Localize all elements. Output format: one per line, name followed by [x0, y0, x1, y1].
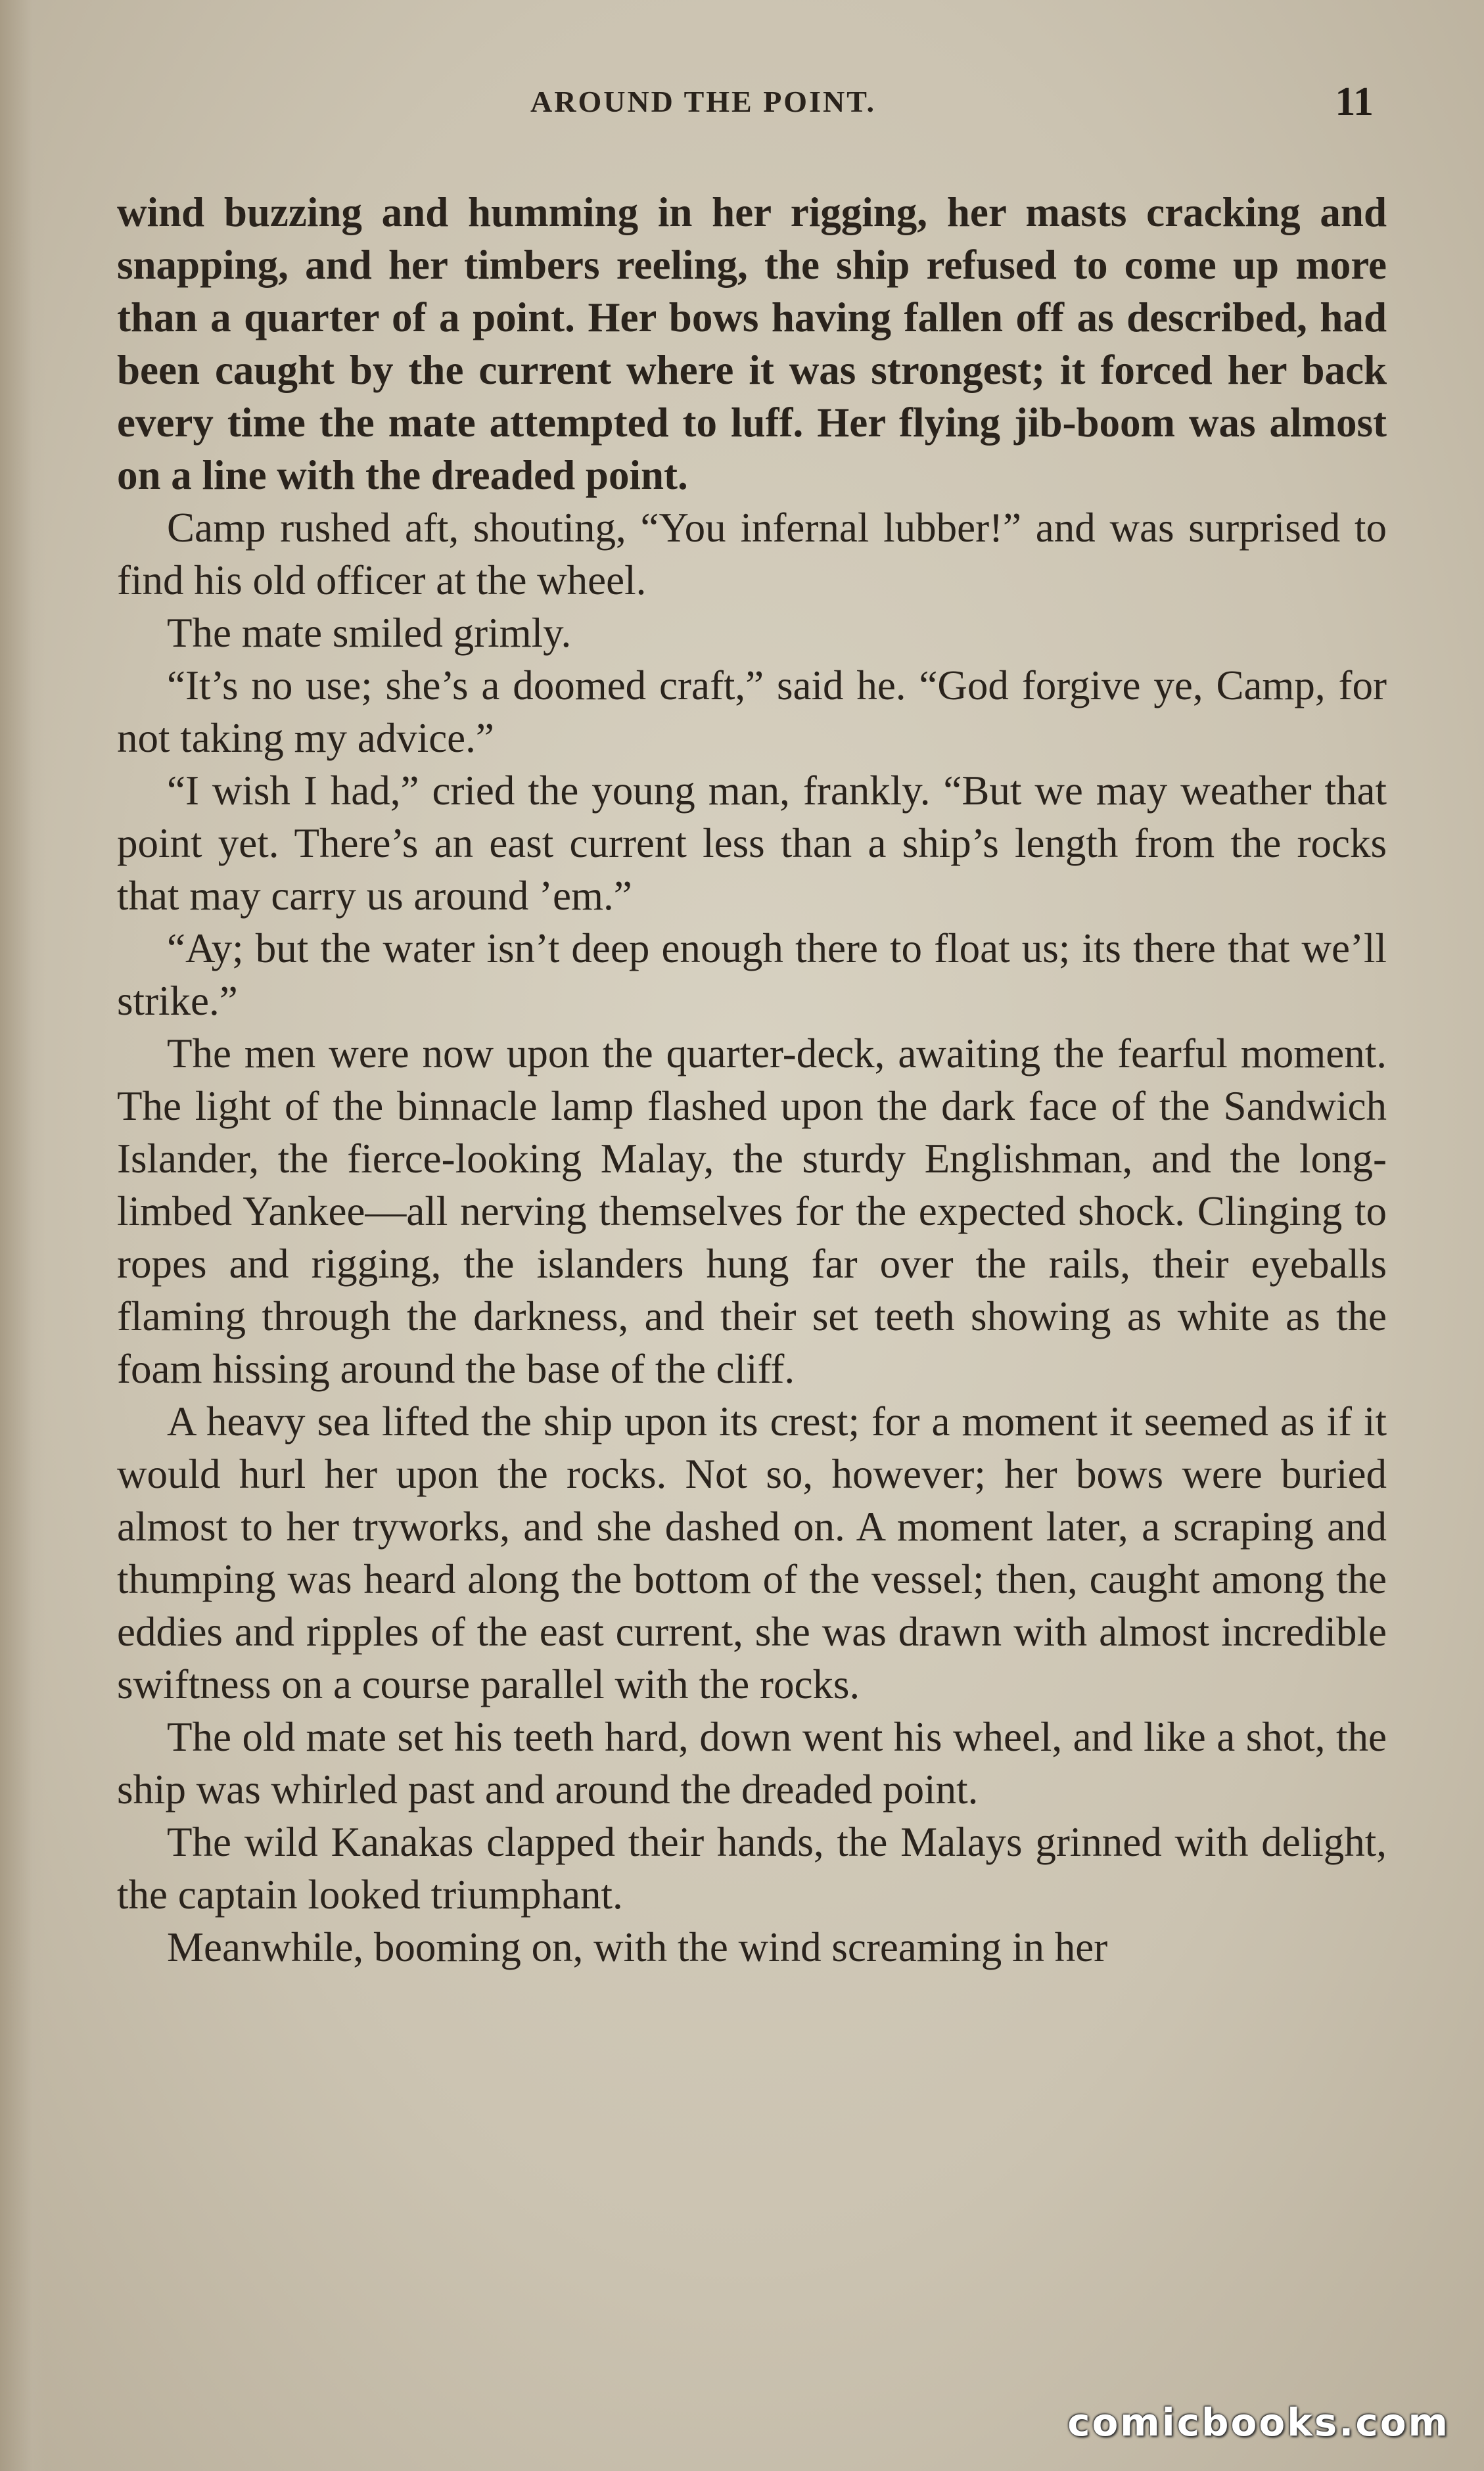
paragraph: Camp rushed aft, shouting, “You infernal lubber!” and was surprised to find his old officer at the wheel. — [117, 505, 1387, 603]
page-number: 11 — [1335, 80, 1374, 124]
paragraph: The old mate set his teeth hard, down went his wheel, and like a shot, the ship was whirled past and around the dreaded point. — [117, 1714, 1387, 1813]
running-head — [118, 80, 1387, 137]
paragraph: “It’s no use; she’s a doomed craft,” said he. “God forgive ye, Camp, for not taking my advice.” — [117, 662, 1387, 761]
running-title: AROUND THE POINT. — [530, 85, 876, 118]
paragraph: A heavy sea lifted the ship upon its crest; for a moment it seemed as if it would hurl her upon the rocks. Not so, however; her bows were buried almost to her tryworks, and she dashed on. A moment later, a scraping and thumping was heard along the bottom of the vessel; then, caught among the eddies and ripples of the east current, she was drawn with almost incredible swiftness on a course parallel with the rocks. — [117, 1398, 1387, 1707]
paragraph-last: Meanwhile, booming on, with the wind screaming in her — [167, 1924, 1108, 1970]
page-edge-shadow — [0, 0, 46, 2471]
paragraph: The mate smiled grimly. — [167, 610, 572, 656]
paragraph: The men were now upon the quarter-deck, awaiting the fearful moment. The light of the binnacle lamp flashed upon the dark face of the Sandwich Islander, the fierce-looking Malay, the sturdy Englishman, and the long-limbed Yankee—all nerving themselves for the expected shock. Clinging to ropes and rigging, the islanders hung far over the rails, their eyeballs flaming through the darkness, and their set teeth showing as white as the foam hissing around the base of the cliff. — [117, 1030, 1387, 1392]
body-text — [117, 186, 1387, 1974]
paragraph: The wild Kanakas clapped their hands, the Malays grinned with delight, the captain looked triumphant. — [117, 1819, 1387, 1918]
paragraph: “I wish I had,” cried the young man, frankly. “But we may weather that point yet. There’s an east current less than a ship’s length from the rocks that may carry us around ’em.” — [117, 768, 1387, 919]
watermark: comicbooks.com — [1067, 2400, 1450, 2445]
paragraph: “Ay; but the water isn’t deep enough there to float us; its there that we’ll strike.” — [117, 925, 1387, 1024]
paragraph-continuation: wind buzzing and humming in her rigging, her masts cracking and snapping, and her timbers reeling, the ship refused to come up more than a quarter of a point. Her bows having fallen off as described, had been caught by the current where it was strongest; it forced her back every time the mate attempted to luff. Her flying jib-boom was almost on a line with the dreaded point. — [117, 189, 1387, 498]
